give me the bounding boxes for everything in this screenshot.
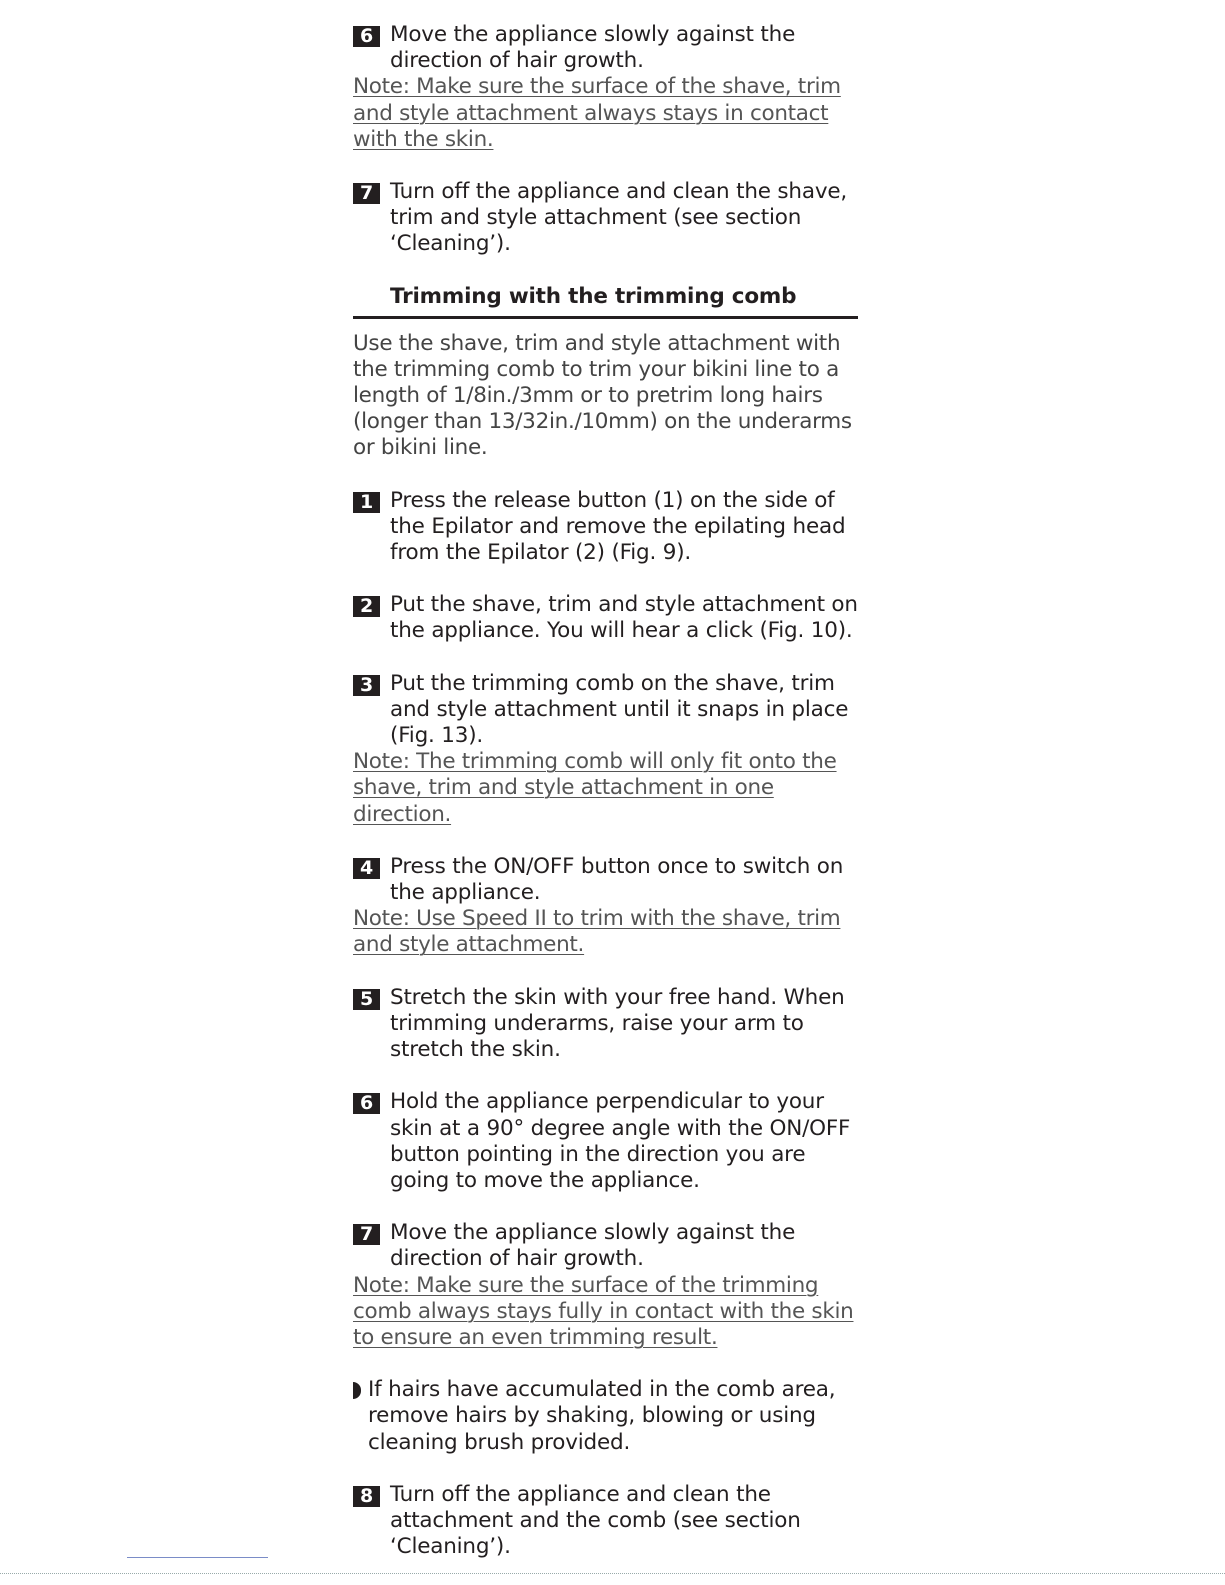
bullet-accumulated-hairs xyxy=(353,1377,858,1456)
page-bottom-border xyxy=(0,1573,1225,1574)
bullet-text: If hairs have accumulated in the comb area, remove hairs by shaking, blowing or using cleaning brush provided. xyxy=(368,1377,836,1455)
step-number-badge: 3 xyxy=(353,675,380,696)
step-text: Put the trimming comb on the shave, trim and style attachment until it snaps in place (Fig. 13). xyxy=(390,670,849,749)
step-number-badge: 1 xyxy=(353,492,380,513)
step-4-switch-on xyxy=(353,854,858,906)
intro-paragraph: Use the shave, trim and style attachment with the trimming comb to trim your bikini line to a length of 1/8in./3mm or to pretrim long hairs (longer than 13/32in./10mm) on the underarms or bikini line. xyxy=(353,330,852,461)
step-7-cleaning xyxy=(353,179,858,258)
note-speed: Note: Use Speed II to trim with the shave, trim and style attachment. xyxy=(353,906,841,958)
step-8-clean xyxy=(353,1482,858,1561)
step-text: Put the shave, trim and style attachment on the appliance. You will hear a click (Fig. 10). xyxy=(390,592,858,644)
step-text: Turn off the appliance and clean the shave, trim and style attachment (see section ‘Cleaning’). xyxy=(390,179,848,257)
step-number-badge: 5 xyxy=(353,989,380,1010)
step-number-badge: 7 xyxy=(353,1224,380,1245)
step-5-stretch xyxy=(353,985,858,1064)
step-number-badge: 2 xyxy=(353,596,380,617)
note-even-result: Note: Make sure the surface of the trimming comb always stays fully in contact with the skin to ensure an even trimming result. xyxy=(353,1272,854,1350)
step-number-badge: 6 xyxy=(353,1093,380,1114)
step-number-badge: 4 xyxy=(353,858,380,879)
step-text: Turn off the appliance and clean the attachment and the comb (see section ‘Cleaning’). xyxy=(390,1481,801,1560)
step-3-comb xyxy=(353,671,858,750)
step-number-badge: 6 xyxy=(353,26,380,47)
step-text: Hold the appliance perpendicular to your skin at a 90° degree angle with the ON/OFF button pointing in the direction you are going to move the appliance. xyxy=(390,1089,851,1193)
step-text: Move the appliance slowly against the direction of hair growth. xyxy=(390,22,796,74)
step-text: Press the release button (1) on the side of the Epilator and remove the epilating head from the Epilator (2) (Fig. 9). xyxy=(390,487,846,566)
step-text: Press the ON/OFF button once to switch on the appliance. xyxy=(390,853,844,906)
note-direction: Note: The trimming comb will only fit onto the shave, trim and style attachment in one direction. xyxy=(353,749,837,827)
step-text: Move the appliance slowly against the direction of hair growth. xyxy=(390,1220,796,1272)
manual-column xyxy=(353,22,858,1560)
step-1-release xyxy=(353,488,858,567)
step-6-hold xyxy=(353,1089,858,1194)
step-2-attach xyxy=(353,592,858,644)
step-text: Stretch the skin with your free hand. When trimming underarms, raise your arm to stretch the skin. xyxy=(390,984,845,1063)
step-7-move xyxy=(353,1220,858,1272)
footnote-separator xyxy=(127,1557,268,1558)
step-number-badge: 7 xyxy=(353,183,380,204)
step-6-shaving xyxy=(353,22,858,74)
note-contact: Note: Make sure the surface of the shave, trim and style attachment always stays in contact with the skin. xyxy=(353,74,841,152)
step-number-badge: 8 xyxy=(353,1486,380,1507)
section-heading: Trimming with the trimming comb xyxy=(390,283,797,309)
bullet-icon xyxy=(353,1382,361,1399)
